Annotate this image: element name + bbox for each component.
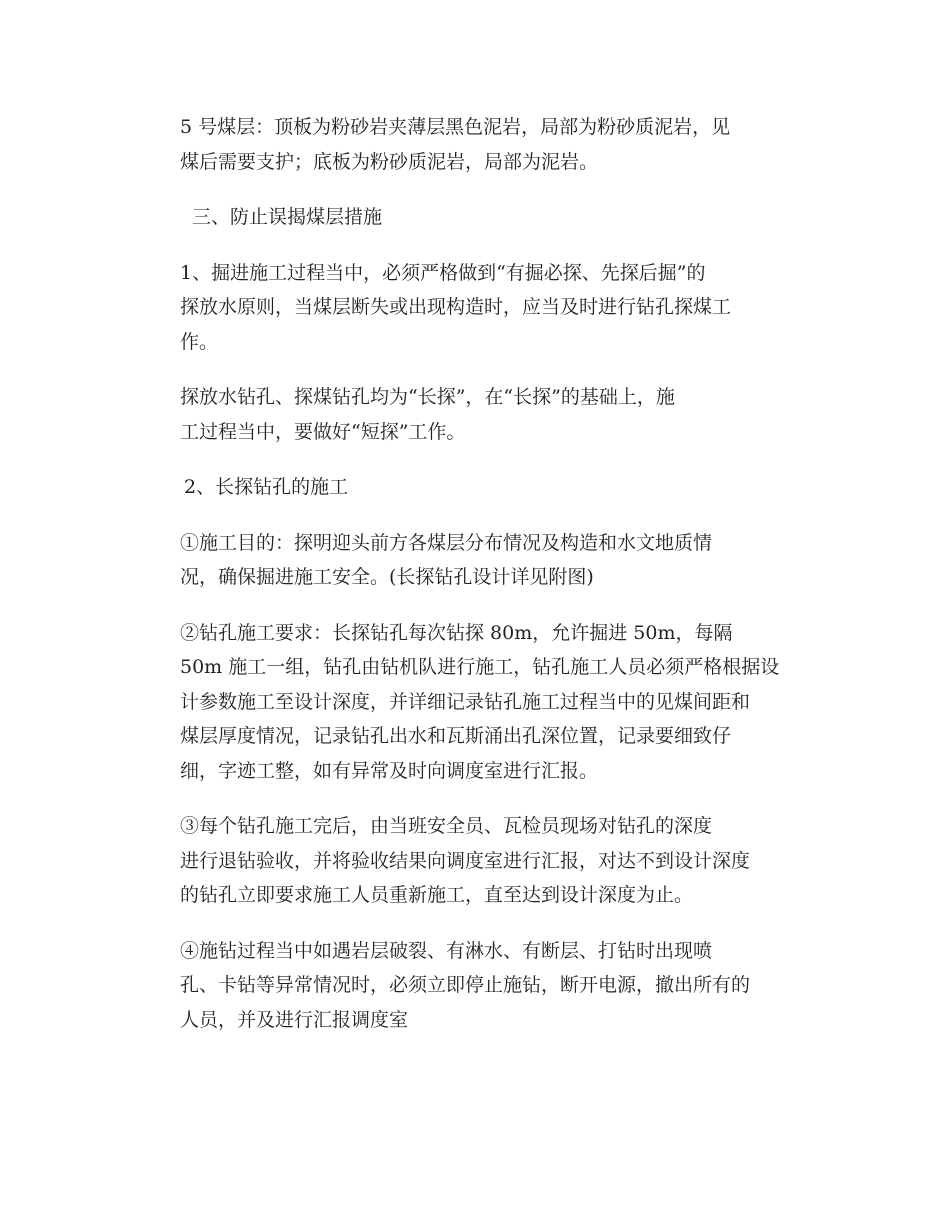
subsection-heading-text: 2、长探钻孔的施工 [184, 476, 349, 498]
paragraph-item-1 [140, 256, 812, 360]
text-line: 作。 [180, 330, 219, 353]
text-line: 50m 施工一组，钻孔由钻机队进行施工，钻孔施工人员必须严格根据设 [180, 656, 780, 678]
section-heading-text: 三、防止误揭煤层措施 [192, 206, 383, 228]
paragraph-item-circled-1 [140, 526, 812, 595]
text-line: 工过程当中，要做好“短探”工作。 [180, 420, 466, 443]
subsection-heading [140, 470, 812, 505]
text-line: ①施工目的：探明迎头前方各煤层分布情况及构造和水文地质情 [180, 531, 713, 554]
text-line: 5 号煤层：顶板为粉砂岩夹薄层黑色泥岩，局部为粉砂质泥岩，见 [180, 116, 731, 138]
text-line: ③每个钻孔施工完后，由当班安全员、瓦检员现场对钻孔的深度 [180, 815, 713, 837]
text-line: 煤后需要支护；底板为粉砂质泥岩，局部为泥岩。 [180, 150, 599, 173]
text-line: 人员，并及进行汇报调度室 [180, 1008, 409, 1031]
text-line: 计参数施工至设计深度，并详细记录钻孔施工过程当中的见煤间距和 [180, 690, 751, 713]
text-line: 进行退钻验收，并将验收结果向调度室进行汇报，对达不到设计深度 [180, 849, 751, 872]
paragraph-coal-seam-5 [140, 110, 812, 179]
paragraph-item-circled-2 [140, 616, 812, 789]
paragraph-item-circled-4 [140, 934, 812, 1038]
text-line: ②钻孔施工要求：长探钻孔每次钻探 80m，允许掘进 50m，每隔 [180, 621, 733, 644]
text-line: 孔、卡钻等异常情况时，必须立即停止施钻，断开电源，撤出所有的 [180, 974, 751, 996]
paragraph-long-probe [140, 380, 812, 449]
text-line: 探放水原则，当煤层断失或出现构造时，应当及时进行钻孔探煤工 [180, 296, 732, 318]
text-line: 细，字迹工整，如有异常及时向调度室进行汇报。 [180, 759, 599, 782]
text-line: 煤层厚度情况，记录钻孔出水和瓦斯涌出孔深位置，记录要细致仔 [180, 725, 732, 747]
paragraph-item-circled-3 [140, 809, 812, 913]
text-line: 的钻孔立即要求施工人员重新施工，直至达到设计深度为止。 [180, 884, 694, 906]
text-line: 1、掘进施工过程当中，必须严格做到“有掘必探、先探后掘”的 [180, 261, 706, 284]
text-line: 探放水钻孔、探煤钻孔均为“长探”，在“长探”的基础上，施 [180, 386, 675, 408]
text-line: ④施钻过程当中如遇岩层破裂、有淋水、有断层、打钻时出现喷 [180, 939, 713, 962]
text-line: 况，确保掘进施工安全。(长探钻孔设计详见附图) [180, 566, 594, 588]
section-heading [140, 200, 812, 235]
document-page [140, 110, 812, 1058]
